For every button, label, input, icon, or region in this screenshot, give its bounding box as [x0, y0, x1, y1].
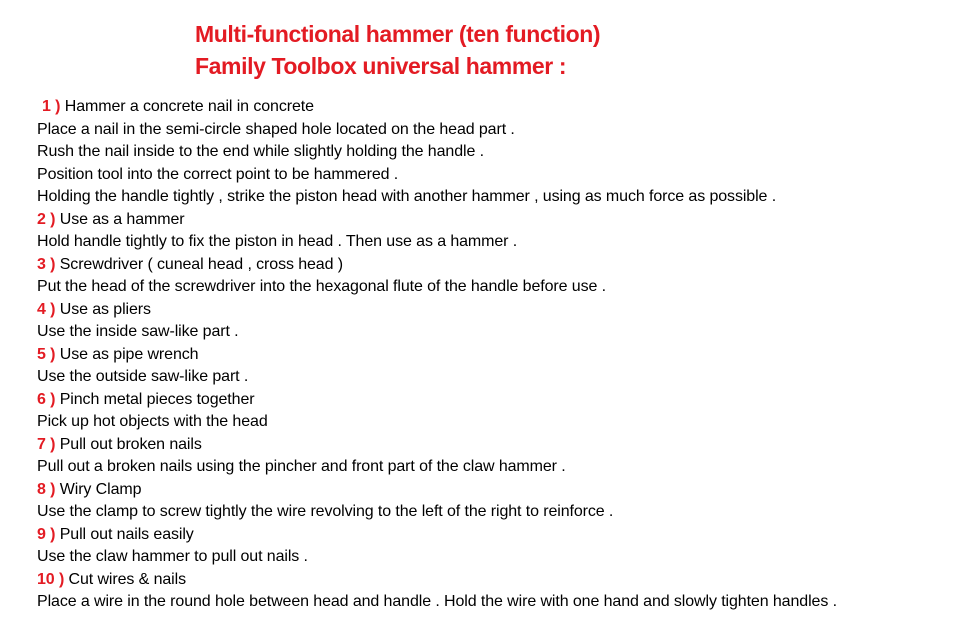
instruction-line: Use the clamp to screw tightly the wire revolving to the left of the right to reinforce . [37, 503, 614, 520]
instruction-line: Pick up hot objects with the head [37, 413, 268, 430]
section-heading [37, 96, 949, 119]
instruction-line: Use the outside saw-like part . [37, 368, 249, 385]
document-title [195, 18, 600, 82]
section-number: 2 ) [37, 210, 56, 228]
section-number: 10 ) [37, 570, 65, 588]
section-heading [37, 434, 949, 457]
section-title: Wiry Clamp [59, 480, 142, 498]
section-number: 9 ) [37, 525, 56, 543]
section-title: Pull out nails easily [59, 525, 194, 543]
instruction-line: Rush the nail inside to the end while slightly holding the handle . [37, 143, 484, 160]
section-title: Cut wires & nails [68, 570, 186, 588]
instruction-line: Place a wire in the round hole between head and handle . Hold the wire with one hand and slowly tighten handles . [37, 593, 837, 610]
section-heading [37, 299, 949, 322]
section-title: Use as a hammer [59, 210, 185, 228]
section-number: 6 ) [37, 390, 56, 408]
section-heading [37, 524, 949, 547]
title-line-1: Multi-functional hammer (ten function) [195, 21, 601, 47]
title-line-2: Family Toolbox universal hammer : [195, 53, 567, 79]
section-heading [37, 209, 949, 232]
instructions-list [37, 96, 949, 614]
section-number: 4 ) [37, 300, 56, 318]
instruction-line: Pull out a broken nails using the pincher and front part of the claw hammer . [37, 458, 566, 475]
section-heading [37, 254, 949, 277]
section-title: Screwdriver ( cuneal head , cross head ) [59, 255, 343, 273]
section-number: 3 ) [37, 255, 56, 273]
instruction-line: Position tool into the correct point to be hammered . [37, 165, 399, 183]
section-heading [37, 344, 949, 367]
instruction-line: Holding the handle tightly , strike the piston head with another hammer , using as much force as possible . [37, 188, 777, 205]
section-title: Use as pliers [59, 300, 151, 318]
section-heading [37, 479, 949, 502]
instruction-line: Use the claw hammer to pull out nails . [37, 548, 308, 565]
section-title: Use as pipe wrench [59, 345, 199, 363]
section-title: Hammer a concrete nail in concrete [64, 98, 314, 115]
section-number: 8 ) [37, 480, 56, 498]
section-heading [37, 389, 949, 412]
section-title: Pinch metal pieces together [59, 390, 255, 408]
instruction-line: Put the head of the screwdriver into the hexagonal flute of the handle before use . [37, 278, 606, 295]
section-number: 5 ) [37, 345, 56, 363]
instruction-line: Use the inside saw-like part . [37, 323, 239, 340]
section-number: 1 ) [42, 98, 61, 115]
section-heading [37, 569, 949, 592]
section-title: Pull out broken nails [59, 435, 202, 453]
instruction-line: Hold handle tightly to fix the piston in head . Then use as a hammer . [37, 233, 518, 250]
instruction-line: Place a nail in the semi-circle shaped hole located on the head part . [37, 120, 515, 138]
section-number: 7 ) [37, 435, 56, 453]
